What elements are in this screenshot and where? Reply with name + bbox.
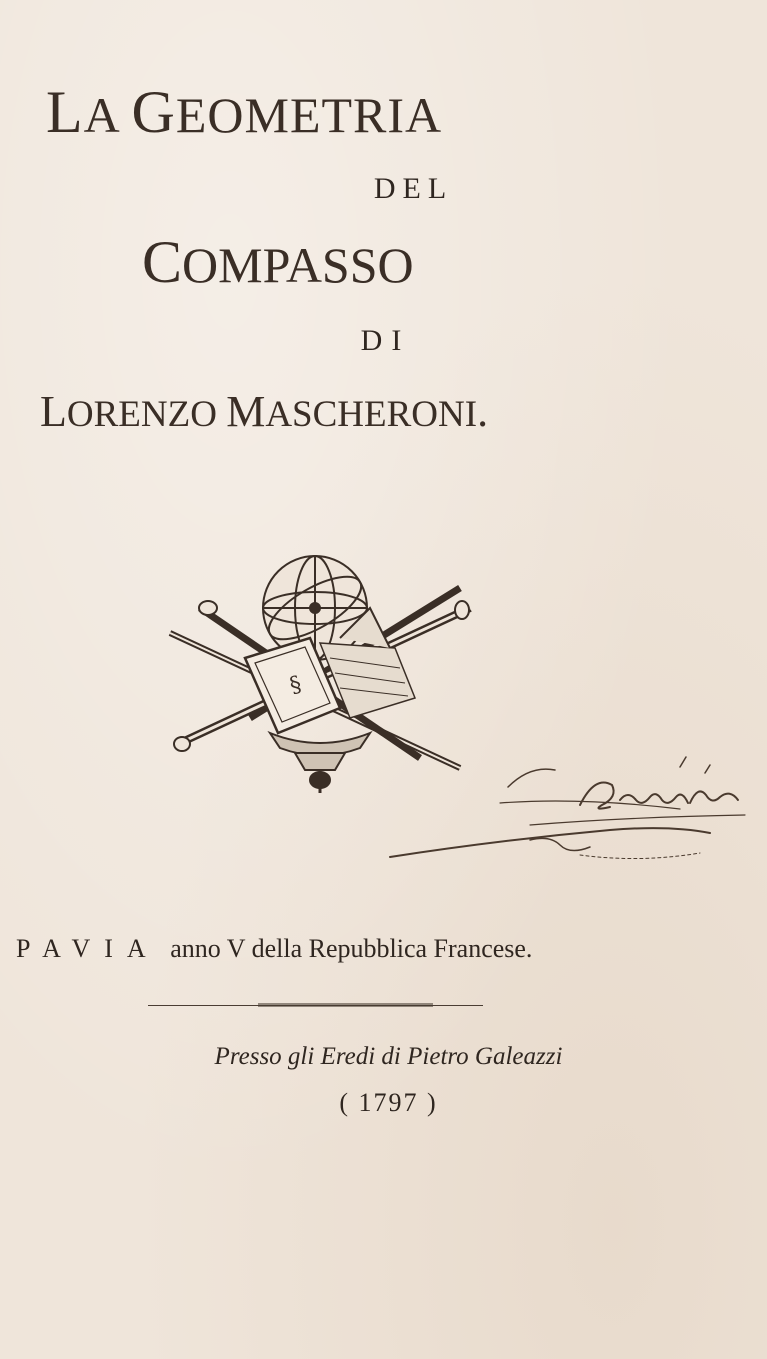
title-initial-g: G xyxy=(131,79,176,145)
author-initial-m: M xyxy=(226,387,266,436)
book-title xyxy=(46,78,442,147)
imprint-city: PAVIA xyxy=(16,934,160,963)
handwritten-signature-icon xyxy=(380,745,760,875)
title-word-geometria: EOMETRIA xyxy=(175,87,443,143)
author-first-name: ORENZO xyxy=(66,394,227,435)
title-word-la: A xyxy=(83,87,132,143)
author-period: . xyxy=(477,387,489,436)
imprint-line xyxy=(16,934,532,964)
author-last-name: ASCHERONI xyxy=(265,394,478,435)
title-initial-l: L xyxy=(46,79,84,145)
author-initial-l: L xyxy=(40,387,67,436)
publication-year: ( 1797 ) xyxy=(339,1088,438,1117)
imprint-date: anno V della Repubblica Francese. xyxy=(170,934,533,963)
title-compasso xyxy=(142,228,414,297)
title-word-compasso: OMPASSO xyxy=(182,237,414,293)
title-del: DEL xyxy=(373,172,454,205)
publisher-line: Presso gli Eredi di Pietro Galeazzi xyxy=(214,1043,563,1070)
svg-text:§: § xyxy=(287,671,305,699)
title-di: DI xyxy=(360,324,411,357)
author-name xyxy=(40,386,488,437)
divider-rule xyxy=(148,1003,483,1007)
title-initial-c: C xyxy=(142,229,183,295)
